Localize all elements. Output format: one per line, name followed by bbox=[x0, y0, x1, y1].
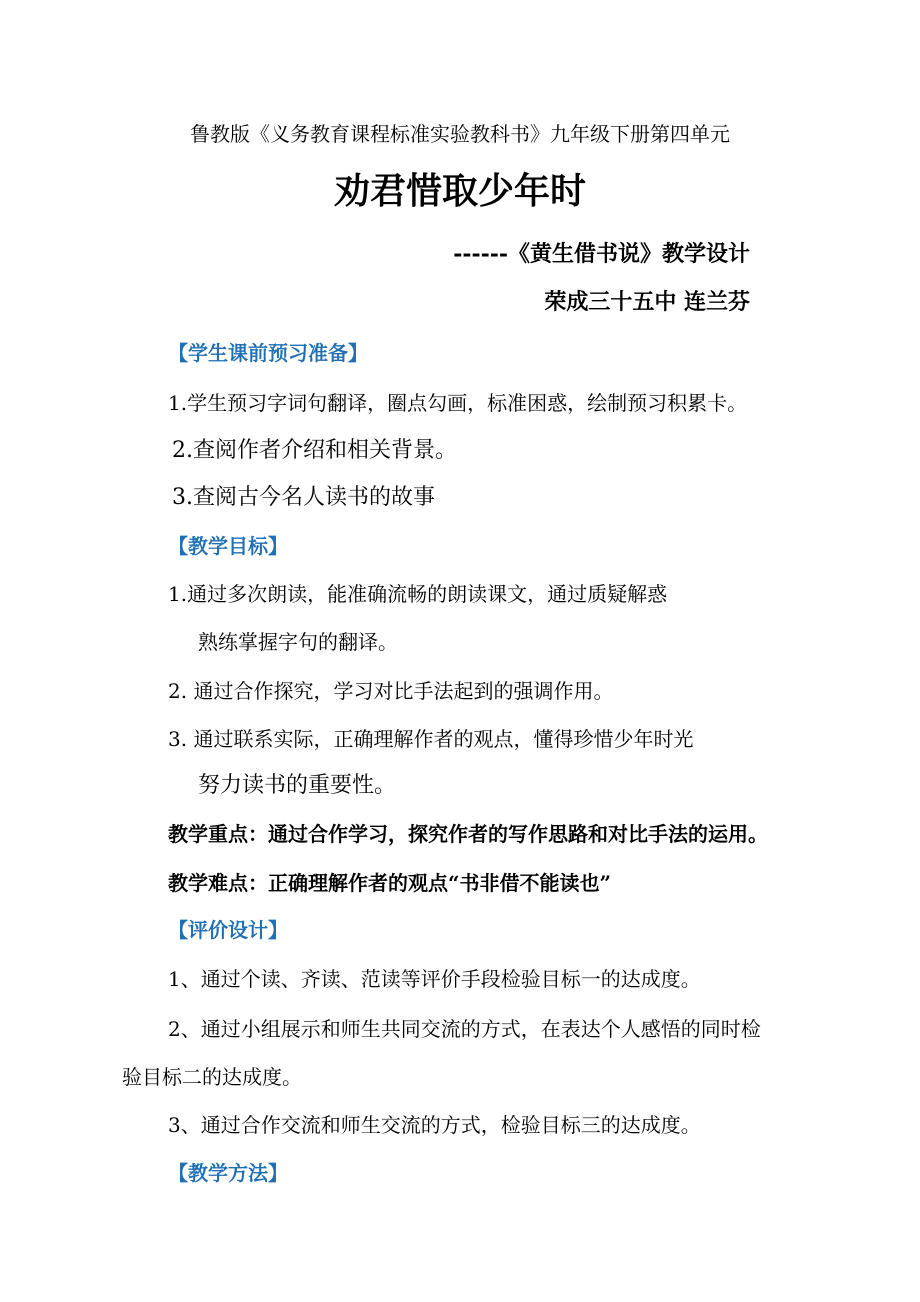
evaluation-item-2-line-2: 验目标二的达成度。 bbox=[122, 1065, 302, 1089]
goal-item-3-line-1: 3. 通过联系实际，正确理解作者的观点，懂得珍惜少年时光 bbox=[168, 727, 694, 751]
evaluation-item-1: 1、通过个读、齐读、范读等评价手段检验目标一的达成度。 bbox=[168, 967, 701, 991]
goal-item-1-line-2: 熟练掌握字句的翻译。 bbox=[198, 630, 398, 654]
section-heading-prep: 【学生课前预习准备】 bbox=[168, 341, 368, 365]
prep-item-1: 1.学生预习字词句翻译，圈点勾画，标准困惑，绘制预习积累卡。 bbox=[168, 391, 748, 415]
section-heading-methods: 【教学方法】 bbox=[168, 1161, 288, 1185]
section-heading-evaluation: 【评价设计】 bbox=[168, 918, 288, 942]
teaching-key-point: 教学重点：通过合作学习，探究作者的写作思路和对比手法的运用。 bbox=[168, 822, 768, 846]
document-subtitle: ------《黄生借书说》教学设计 bbox=[453, 241, 750, 267]
section-heading-goals: 【教学目标】 bbox=[168, 534, 288, 558]
prep-item-3: 3.查阅古今名人读书的故事 bbox=[172, 485, 435, 510]
evaluation-item-2-line-1: 2、通过小组展示和师生共同交流的方式，在表达个人感悟的同时检 bbox=[168, 1017, 761, 1041]
goal-item-2: 2. 通过合作探究，学习对比手法起到的强调作用。 bbox=[168, 679, 614, 703]
teaching-difficulty: 教学难点：正确理解作者的观点“书非借不能读也” bbox=[168, 871, 612, 895]
goal-item-3-line-2: 努力读书的重要性。 bbox=[198, 773, 397, 798]
document-title: 劝君惜取少年时 bbox=[333, 171, 586, 212]
evaluation-item-3: 3、通过合作交流和师生交流的方式，检验目标三的达成度。 bbox=[168, 1113, 701, 1137]
textbook-series-line: 鲁教版《义务教育课程标准实验教科书》九年级下册第四单元 bbox=[190, 122, 730, 146]
author-line: 荣成三十五中 连兰芬 bbox=[544, 289, 750, 315]
prep-item-2: 2.查阅作者介绍和相关背景。 bbox=[172, 438, 457, 463]
goal-item-1-line-1: 1.通过多次朗读，能准确流畅的朗读课文，通过质疑解惑 bbox=[168, 582, 668, 606]
